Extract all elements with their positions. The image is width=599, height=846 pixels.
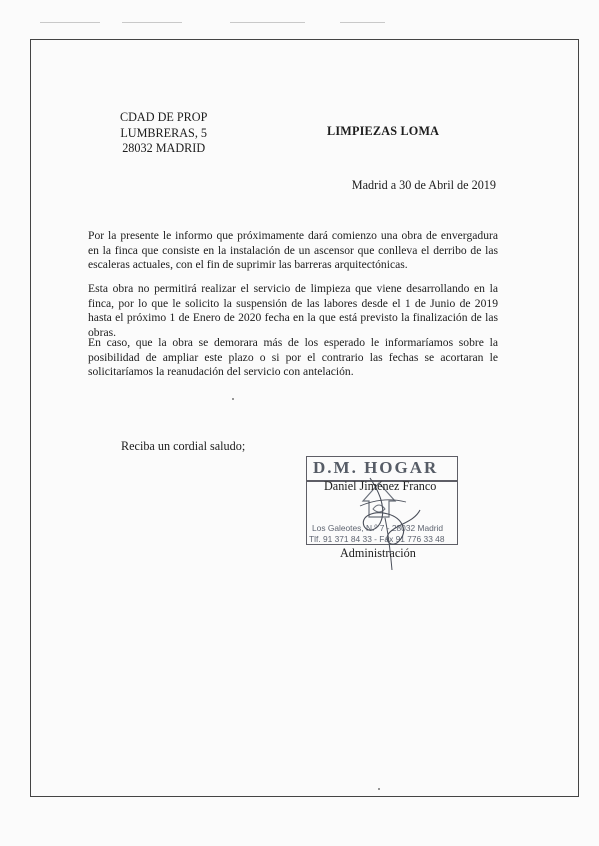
signer-name: Daniel Jiménez Franco [324, 479, 437, 493]
body-paragraph: Esta obra no permitirá realizar el servicio de limpieza que viene desarrollando en la finca, por lo que le solicito la suspensión de las labores desde el 1 de Junio de 2019 hasta el próximo 1 de Enero de 2020 fecha en la que está previsto la finalización de las obras. [88, 282, 498, 340]
stamp-company-name: D.M. HOGAR [313, 458, 439, 477]
letter-date: Madrid a 30 de Abril de 2019 [351, 178, 496, 192]
scan-edge-mark [340, 22, 385, 23]
recipient-line: CDAD DE PROP [120, 110, 208, 124]
stamp-phone: Tlf. 91 371 84 33 - Fax 91 776 33 48 [309, 534, 445, 544]
closing-salutation: Reciba un cordial saludo; [121, 439, 246, 453]
scan-speck [232, 398, 234, 400]
recipient-line: 28032 MADRID [122, 141, 206, 155]
scan-speck [378, 788, 380, 790]
body-paragraph: Por la presente le informo que próximamente dará comienzo una obra de envergadura en la finca que consiste en la instalación de un ascensor que conlleva el derribo de las escaleras actuales, con el fin de suprimir las barreras arquitectónicas. [88, 229, 498, 272]
stamp-address: Los Galeotes, N.º 7 - 28032 Madrid [312, 523, 444, 533]
scan-edge-mark [122, 22, 182, 23]
letter-frame [30, 39, 579, 797]
signer-role: Administración [340, 546, 416, 560]
scan-edge-mark [230, 22, 305, 23]
scan-edge-mark [40, 22, 100, 23]
recipient-address [120, 110, 207, 157]
company-name: LIMPIEZAS LOMA [327, 124, 440, 138]
recipient-line: LUMBRERAS, 5 [120, 125, 208, 140]
body-paragraph: En caso, que la obra se demorara más de los esperado le informaríamos sobre la posibilidad de ampliar este plazo o si por el contrario las fechas se acortaran le solicitaríamos la reanudación del servicio con antelación. [88, 336, 498, 379]
